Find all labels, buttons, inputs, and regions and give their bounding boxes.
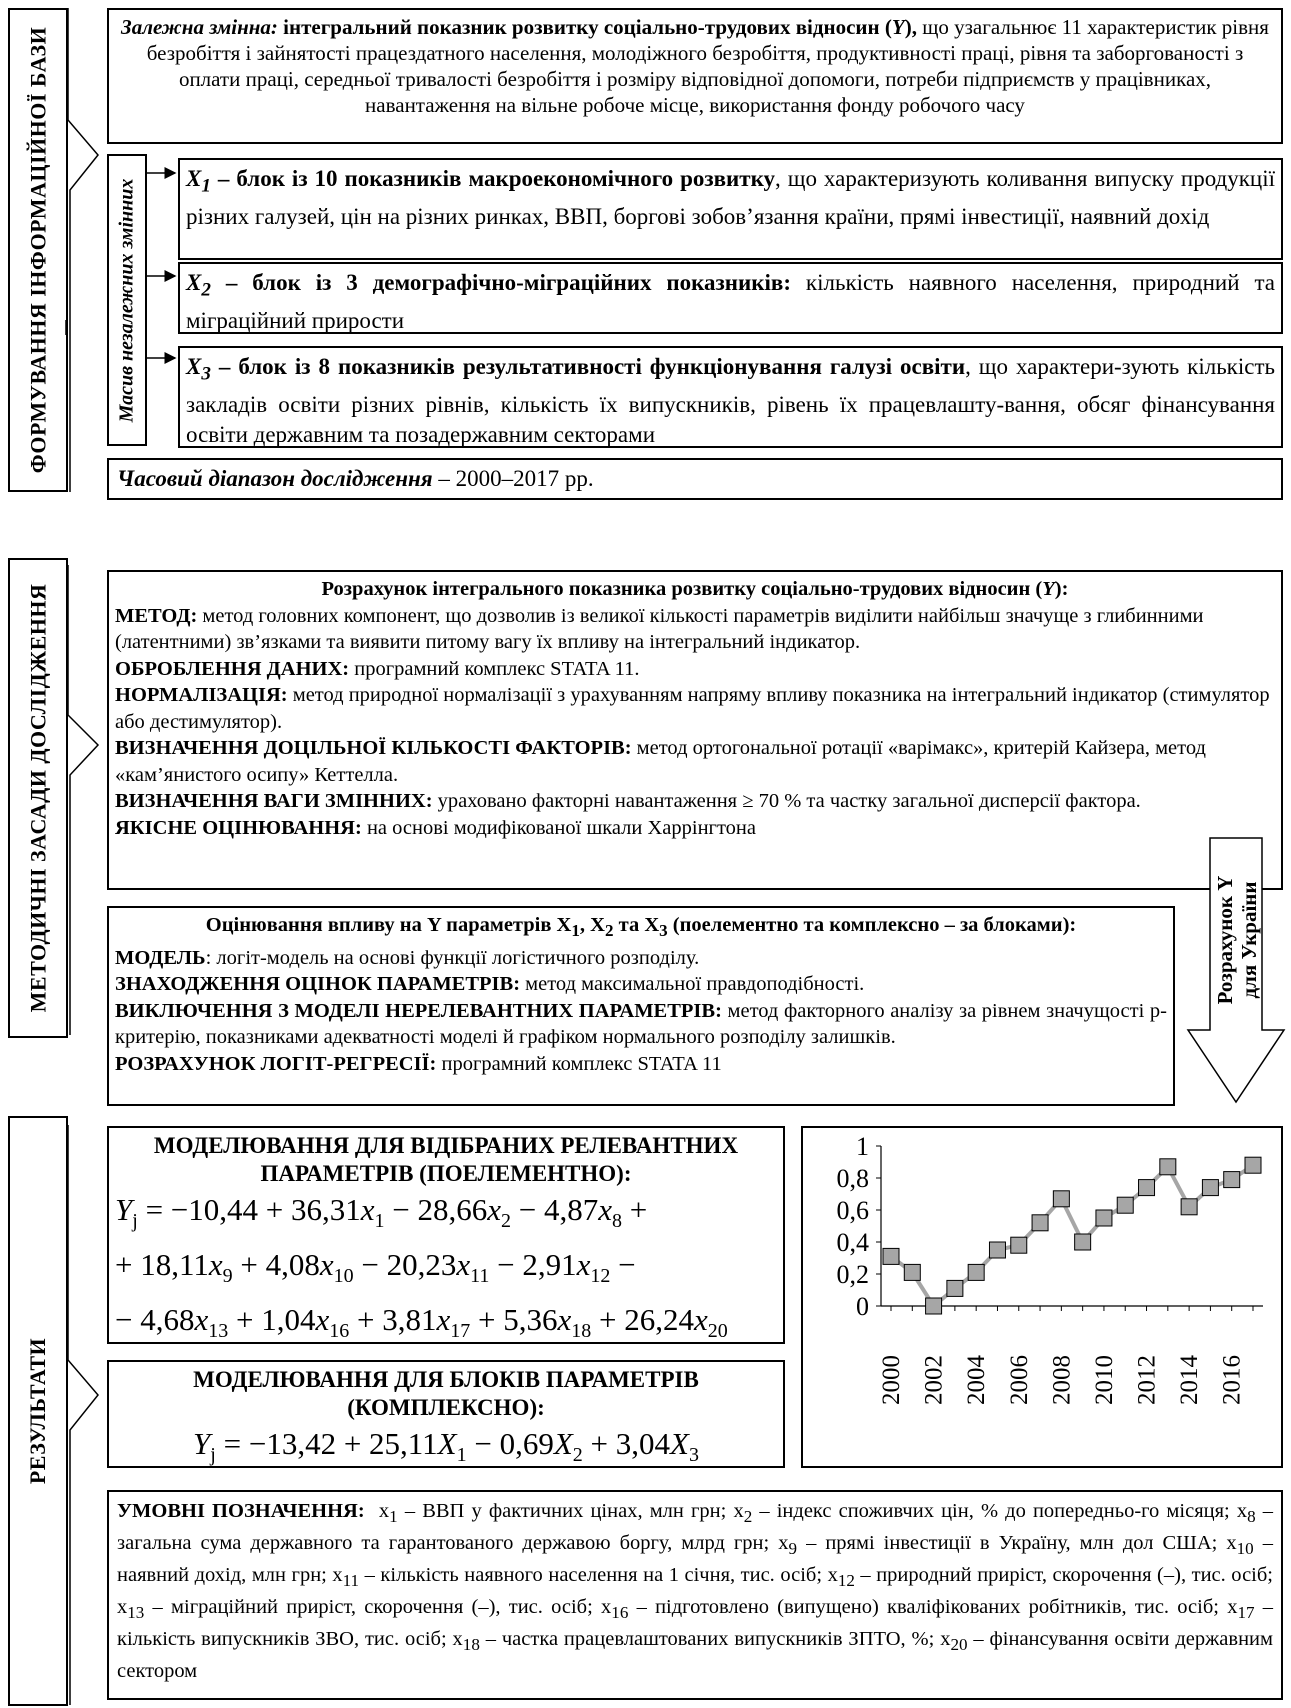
calc-item-value: програмний комплекс STATA 11. [349,657,640,680]
formula-subscript: 8 [612,1210,623,1233]
data-point [1096,1210,1112,1226]
block-x2-var: X [186,270,202,295]
legend-sub: 10 [1236,1539,1254,1559]
legend-sub: 18 [462,1635,480,1655]
y-tick-label: 0 [856,1292,869,1321]
impact-s3: 3 [659,921,668,941]
impact-title-c: та X [613,914,660,936]
legend-sub: 16 [611,1603,629,1623]
formula-text: + 4,08 [232,1247,320,1283]
formula-variable: x [194,1302,209,1338]
calc-item-value: метод природної нормалізації з урахуванням напряму впливу показника на інтегральний індикатор (стимулятор або дестимулятор). [115,684,1270,733]
impact-items [115,945,1167,1078]
data-point [947,1280,963,1296]
formula-text: − 28,66 [384,1192,488,1227]
calc-item [115,788,1275,815]
impact-item-value: метод факторного аналізу за рівнем значущості p-критерію, показниками адекватності моделі й графіком нормального розподілу залишків. [115,999,1167,1049]
section-label-method [8,558,68,1038]
impact-item-value: метод максимальної правдоподібності. [520,973,865,996]
legend-var: x [733,1500,744,1522]
legend-sub: 12 [837,1571,855,1591]
y-tick-label: 0,4 [836,1228,869,1257]
formula-line [115,1243,777,1298]
model2-box [107,1360,785,1468]
legend-var: x [1226,1532,1237,1555]
block-x3 [178,346,1283,448]
legend-desc: – фінансування освіти державним сектором [117,1628,1274,1683]
x-tick-label: 2000 [878,1355,905,1405]
formula-line [115,1298,777,1353]
formula-text: = −10,44 + 36,31 [137,1192,361,1227]
formula-subscript: 2 [572,1444,583,1467]
impact-item-key: РОЗРАХУНОК ЛОГІТ-РЕГРЕСІЇ: [115,1052,437,1075]
calc-title-y: Y [1042,578,1055,600]
legend-var: x [332,1564,343,1587]
legend-desc: – частка працевлаштованих випускників ЗПТО, %; [479,1628,941,1651]
formula-variable: x [576,1247,591,1283]
x-tick-label: 2016 [1218,1355,1246,1405]
legend-sub: 17 [1237,1603,1255,1623]
model2-formula [115,1422,777,1477]
block-x3-bold: – блок із 8 показників результативності функціонування галузі освіти [218,354,966,379]
legend-sub: 8 [1247,1507,1256,1527]
legend-sub: 20 [950,1635,968,1655]
section-label-results [8,1116,68,1706]
calc-item-value: метод ортогональної ротації «варімакс», критерій Кайзера, метод «кам’янистого осипу» Кеттелла. [115,737,1206,786]
block-x2-bold: – блок із 3 демографічно-міграційних показників: [225,270,792,295]
impact-item [115,1051,1167,1078]
impact-s2: 2 [604,921,614,941]
data-point [1224,1172,1240,1188]
formula-text: + 26,24 [591,1302,694,1338]
formula-line [115,1422,777,1477]
legend-sub: 11 [342,1571,360,1591]
legend-var: x [378,1500,390,1522]
array-label: Масив незалежних змінних [115,178,138,422]
calc-item-key: ВИЗНАЧЕННЯ ВАГИ ЗМІННИХ: [115,790,433,812]
block-x2 [178,262,1283,334]
formula-variable: X [437,1426,457,1461]
line-chart [803,1128,1281,1466]
calc-title [115,576,1275,603]
data-point [1160,1159,1176,1175]
impact-title-b: , X [579,914,605,936]
formula-text: − 20,23 [353,1247,457,1283]
data-point [968,1264,984,1280]
brace-formation [68,8,98,492]
block-x2-sub: 2 [201,279,211,301]
block-x3-var: X [186,354,202,379]
data-point [1075,1234,1091,1250]
legend-sub: 9 [788,1539,798,1559]
formula-text: − [610,1247,636,1283]
formula-variable: X [670,1426,689,1461]
y-tick-label: 0,6 [836,1196,869,1225]
calc-item-key: ОБРОБЛЕННЯ ДАНИХ: [115,657,350,680]
model1-formula [115,1188,777,1354]
formula-variable: x [208,1247,223,1283]
x-tick-label: 2008 [1048,1355,1076,1405]
array-label-box [107,154,147,446]
y-tick-label: 1 [856,1132,869,1161]
section-label-formation-text: ФОРМУВАННЯ ІНФОРМАЦІЙНОЇ БАЗИ [25,26,51,474]
block-x3-text: , що характери-зують кількість закладів освіти різних рівнів, кількість їх випускників, рівень їх працевлашту-вання, обсяг фінансування освіти державним та позадержавним секторами [186,354,1275,447]
formula-variable: x [557,1302,572,1338]
legend-desc: – підготовлено (випущено) кваліфікованих робітників, тис. осіб; [628,1596,1228,1619]
legend-desc: – прямі інвестиції в Україну, млн дол США; [797,1532,1227,1555]
impact-item-value: : логіт-модель на основі функції логістичного розподілу. [205,946,700,969]
formula-variable: x [456,1247,471,1283]
series-line [891,1165,1253,1306]
formula-subscript: 1 [374,1210,385,1233]
legend-var: x [778,1532,789,1555]
formula-variable: x [598,1192,613,1227]
legend-items [117,1500,1273,1682]
formula-variable: Y [193,1426,211,1461]
legend-var: x [452,1628,463,1651]
formula-subscript: 10 [333,1265,354,1288]
section-label-results-text: РЕЗУЛЬТАТИ [25,1337,51,1485]
legend-desc: – наявний дохід, млн грн; [117,1532,1273,1587]
impact-title-d: (поелементно та комплексно – за блоками): [667,914,1077,936]
down-arrow [1178,830,1288,1110]
calc-item-key: ЯКІСНЕ ОЦІНЮВАННЯ: [115,816,362,839]
period-label: Часовий діапазон дослідження [117,466,433,491]
legend-var: x [601,1596,612,1619]
calc-item [115,815,1275,842]
arrow-label-2: для України [1237,881,1261,999]
arrow-label-1: Розрахунок Y [1213,875,1237,1005]
formula-text: − 4,68 [115,1302,195,1338]
formula-text: + 3,81 [349,1302,437,1338]
calc-item-key: НОРМАЛІЗАЦІЯ: [115,684,288,706]
brace-results [68,1125,98,1705]
formula-text: = −13,42 + 25,11 [215,1426,438,1461]
calc-title-end: ): [1054,578,1069,600]
impact-title-a: Оцінювання впливу на Y параметрів X [205,914,572,936]
legend-var: x [940,1628,951,1651]
legend-desc: – ВВП у фактичних цінах, млн грн; [397,1500,734,1522]
calc-title-text: Розрахунок інтегрального показника розвитку соціально-трудових відносин ( [321,578,1043,600]
data-point [1245,1157,1261,1173]
calc-item [115,682,1275,735]
calc-item-value: метод головних компонент, що дозволив із великої кількості параметрів виділити найбільш значуще з глибинними (латентними) зв’язками та виявити питому вагу їх впливу на інтегральний індикатор. [115,604,1204,653]
formula-text: − 2,91 [489,1247,577,1283]
data-point [1139,1180,1155,1196]
calc-item-key: МЕТОД: [115,604,198,627]
calc-item-value: ураховано факторні навантаження ≥ 70 % та частку загальної дисперсії фактора. [432,790,1141,812]
impact-item-key: ВИКЛЮЧЕННЯ З МОДЕЛІ НЕРЕЛЕВАНТНИХ ПАРАМЕТРІВ: [115,999,722,1022]
formula-subscript: 9 [222,1265,233,1288]
block-x1-bold: – блок із 10 показників макроекономічного розвитку [217,166,776,191]
formula-variable: x [360,1192,375,1227]
period-text: – 2000–2017 рр. [432,466,594,491]
legend-var: x [1227,1596,1238,1619]
block-x2-text: кількість наявного населення, природний та міграційний прирости [186,270,1275,333]
legend-box [107,1490,1283,1700]
legend-sub: 13 [127,1603,145,1623]
dependent-y: Y [891,15,905,39]
data-point [1181,1199,1197,1215]
brace-method [68,565,98,1035]
dependent-variable-box [107,8,1283,144]
data-point [1011,1237,1027,1253]
formula-text: + [622,1192,648,1227]
data-point [1032,1215,1048,1231]
legend-desc: – кількість наявного населення на 1 січня, тис. осіб; [359,1564,828,1587]
block-x1-sub: 1 [201,175,211,197]
section-label-method-text: МЕТОДИЧНІ ЗАСАДИ ДОСЛІДЖЕННЯ [25,583,51,1013]
calc-item-value: на основі модифікованої шкали Харрінгтона [361,816,756,839]
period-box [107,458,1283,500]
formula-subscript: 18 [571,1320,592,1343]
formula-variable: X [553,1426,573,1461]
impact-item-key: МОДЕЛЬ [115,946,206,969]
dependent-bold-end: ), [904,15,917,39]
section-label-formation [8,8,68,492]
chart-box [801,1126,1283,1468]
impact-item [115,945,1167,972]
formula-subscript: j [210,1444,216,1467]
x-tick-label: 2004 [963,1355,991,1405]
block-x1-var: X [186,166,202,191]
data-point [883,1248,899,1264]
x-tick-label: 2006 [1005,1355,1033,1405]
formula-text: + 18,11 [115,1247,209,1283]
legend-sub: 2 [743,1507,753,1527]
impact-title [115,912,1167,945]
model2-title: МОДЕЛЮВАННЯ ДЛЯ БЛОКІВ ПАРАМЕТРІВ (КОМПЛЕКСНО): [193,1367,699,1420]
data-point [926,1298,942,1314]
formula-subscript: 12 [590,1265,611,1288]
impact-item-value: програмний комплекс STATA 11 [436,1052,722,1075]
x-tick-label: 2010 [1090,1355,1118,1405]
model1-box [107,1126,785,1344]
x-tick-label: 2012 [1133,1355,1161,1405]
legend-desc: – природний приріст, скорочення (–), тис. осіб; [854,1564,1273,1587]
impact-item-key: ЗНАХОДЖЕННЯ ОЦІНОК ПАРАМЕТРІВ: [115,973,521,996]
legend-desc: – загальна сума державного та гарантованого державою боргу, млрд грн; [117,1500,1274,1555]
formula-line [115,1188,777,1243]
legend-label: УМОВНІ ПОЗНАЧЕННЯ: [117,1500,365,1522]
legend-var: x [827,1564,838,1587]
formula-subscript: 17 [450,1320,471,1343]
formula-variable: x [487,1192,502,1227]
formula-subscript: j [132,1210,138,1233]
impact-item [115,971,1167,998]
dependent-bold: інтегральний показник розвитку соціально-трудових відносин ( [283,15,892,39]
formula-subscript: 1 [456,1444,467,1467]
legend-var: x [1236,1500,1248,1522]
dependent-label: Залежна змінна: [121,15,278,39]
block-x1 [178,158,1283,260]
formula-text: − 0,69 [466,1426,554,1461]
model1-title: МОДЕЛЮВАННЯ ДЛЯ ВІДІБРАНИХ РЕЛЕВАНТНИХ ПАРАМЕТРІВ (ПОЕЛЕМЕНТНО): [153,1133,739,1186]
block-x3-sub: 3 [201,363,211,385]
calc-item [115,735,1275,788]
calc-box [107,570,1283,890]
x-tick-label: 2014 [1176,1355,1204,1405]
data-point [989,1242,1005,1258]
impact-item [115,998,1167,1051]
formula-subscript: 2 [501,1210,512,1233]
block-x1-text: , що характеризують коливання випуску продукції різних галузей, цін на різних ринках, ВВП, боргові зобов’язання країни, прямі інвестиції, наявний дохід [186,166,1275,229]
legend-desc: – міграційний приріст, скорочення (–), тис. осіб; [144,1596,602,1619]
legend-sub: 1 [389,1507,398,1527]
calc-item [115,603,1275,656]
formula-subscript: 20 [707,1320,728,1343]
formula-text: + 1,04 [228,1302,316,1338]
legend-var: x [117,1596,128,1619]
data-point [1117,1197,1133,1213]
y-tick-label: 0,2 [836,1260,869,1289]
formula-text: − 4,87 [511,1192,599,1227]
formula-variable: x [693,1302,708,1338]
formula-variable: x [436,1302,451,1338]
y-tick-label: 0,8 [836,1164,869,1193]
formula-subscript: 13 [208,1320,229,1343]
calc-items [115,603,1275,842]
formula-text: + 5,36 [470,1302,558,1338]
impact-s1: 1 [571,921,580,941]
formula-variable: x [315,1302,330,1338]
formula-variable: x [319,1247,334,1283]
legend-desc: – індекс споживчих цін, % до попередньо-го місяця; [752,1500,1237,1522]
x-tick-label: 2002 [920,1355,948,1405]
calc-item-key: ВИЗНАЧЕННЯ ДОЦІЛЬНОЇ КІЛЬКОСТІ ФАКТОРІВ: [115,737,632,759]
formula-subscript: 11 [470,1265,490,1288]
data-point [1202,1180,1218,1196]
dependent-text: що узагальнює 11 характеристик рівня безробіття і зайнятості працездатного населення, молодіжного безробіття, продуктивності праці, рівня та заборгованості з оплати праці, середньої тривалості безробіття і розміру відповідної допомоги, потреби підприємств у працівниках, навантаження на вільне робоче місце, використання фонду робочого часу [146,15,1269,117]
data-point [904,1264,920,1280]
impact-box [107,906,1175,1106]
data-point [1053,1191,1069,1207]
legend-desc: – кількість випускників ЗВО, тис. осіб; [117,1596,1274,1651]
formula-variable: Y [115,1192,133,1227]
formula-subscript: 3 [688,1444,699,1467]
formula-subscript: 16 [329,1320,350,1343]
formula-text: + 3,04 [582,1426,671,1461]
calc-item [115,656,1275,683]
